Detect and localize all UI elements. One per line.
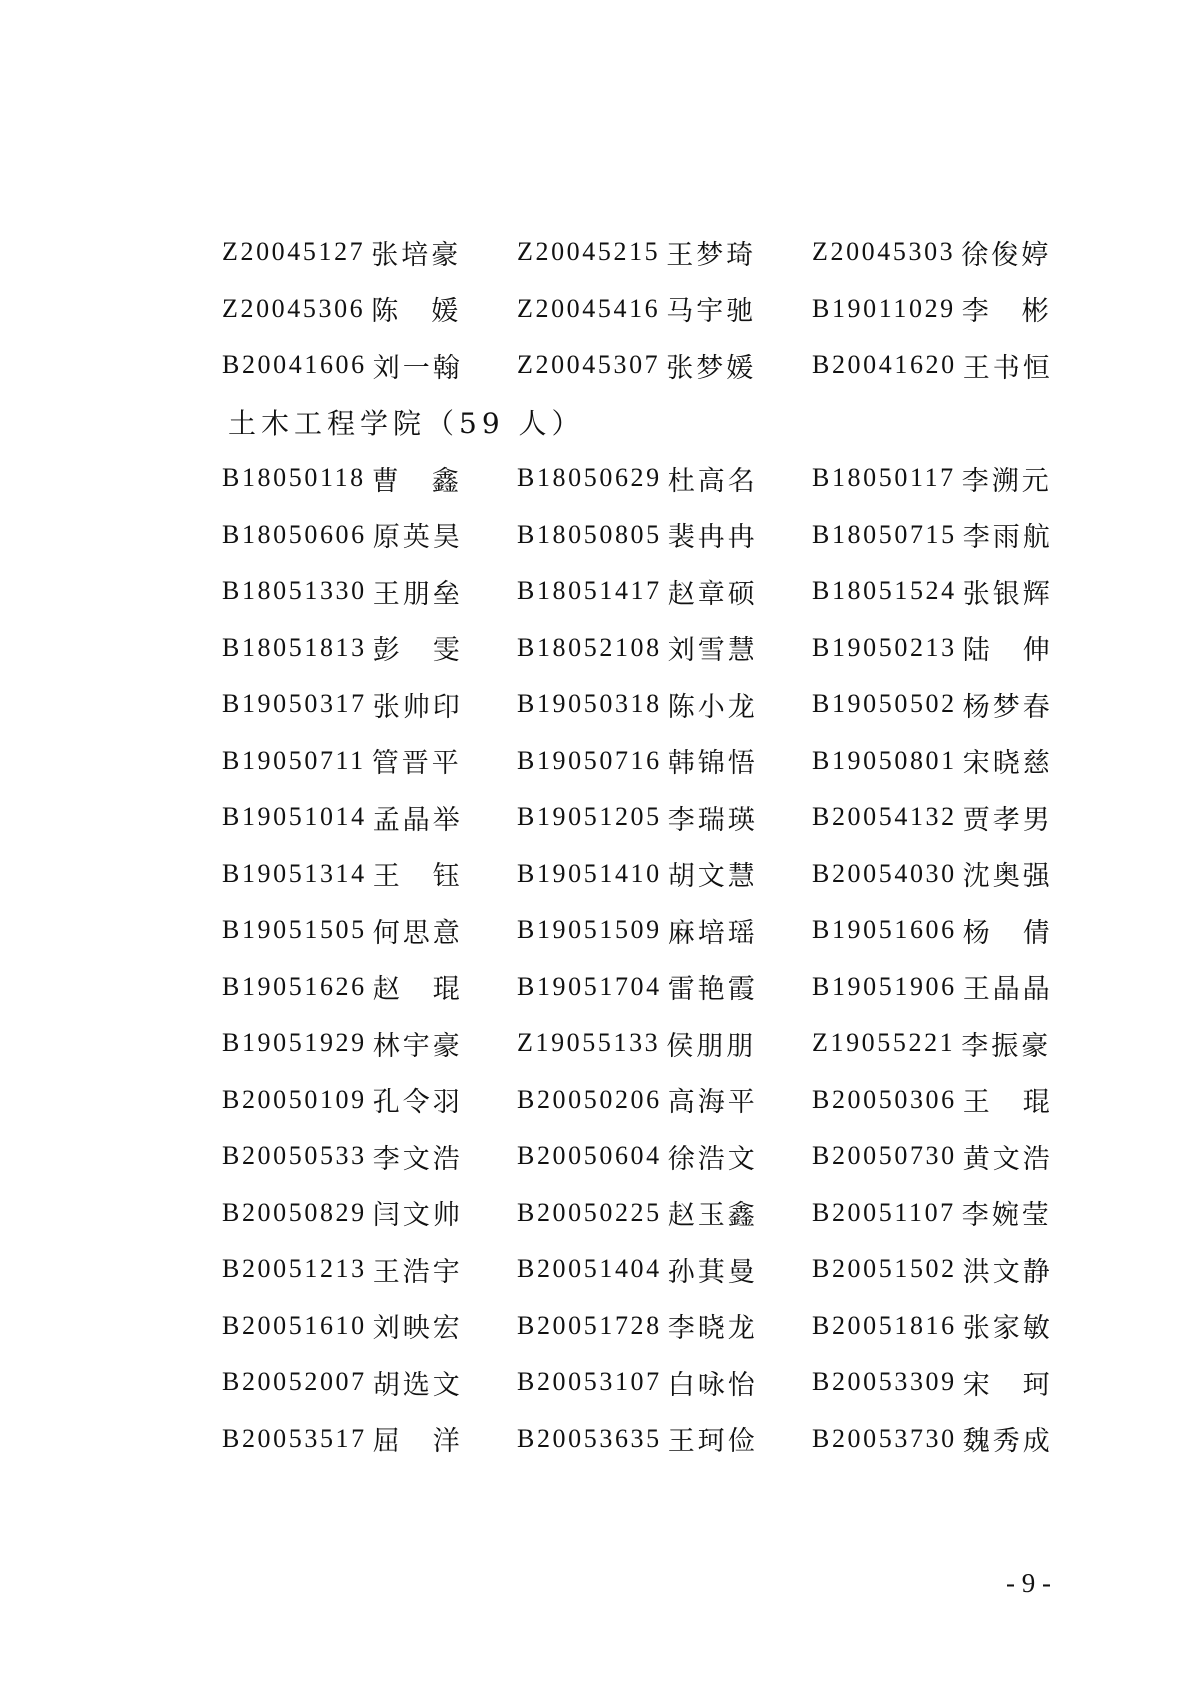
student-name: 原英昊 xyxy=(372,522,463,554)
student-entry xyxy=(222,628,517,667)
student-entry xyxy=(222,741,517,780)
student-id: B19050711 xyxy=(222,745,366,775)
student-entry xyxy=(812,233,1062,272)
student-name: 张梦媛 xyxy=(666,352,757,384)
student-id: Z20045127 xyxy=(222,237,366,267)
student-name: 彭 雯 xyxy=(372,635,463,667)
student-list xyxy=(222,224,1062,1467)
student-name: 王珂俭 xyxy=(667,1426,758,1458)
student-name: 胡文慧 xyxy=(667,861,758,893)
student-entry xyxy=(517,854,812,893)
student-id: B19051205 xyxy=(517,802,662,832)
table-row xyxy=(222,1411,1062,1468)
table-row xyxy=(222,1128,1062,1185)
student-id: Z20045416 xyxy=(517,293,661,323)
student-name: 王书恒 xyxy=(962,352,1053,384)
student-name: 孟晶举 xyxy=(372,804,463,836)
student-entry xyxy=(222,515,517,554)
student-entry xyxy=(222,1250,517,1289)
student-name: 何思意 xyxy=(372,917,463,949)
student-id: B19050502 xyxy=(812,689,957,719)
student-id: B20053730 xyxy=(812,1423,957,1453)
student-entry xyxy=(222,1193,517,1232)
student-entry xyxy=(222,346,517,385)
student-name: 孔令羽 xyxy=(372,1087,463,1119)
student-name: 胡选文 xyxy=(372,1369,463,1401)
student-name: 李 彬 xyxy=(961,296,1052,328)
student-entry xyxy=(517,628,812,667)
student-id: B20053309 xyxy=(812,1367,957,1397)
student-name: 徐俊婷 xyxy=(961,239,1052,271)
student-id: B20051610 xyxy=(222,1310,367,1340)
student-entry xyxy=(517,1306,812,1345)
list-group-civil-engineering xyxy=(222,450,1062,1467)
student-id: Z20045215 xyxy=(517,237,661,267)
student-id: B20041620 xyxy=(812,350,957,380)
student-id: B20053635 xyxy=(517,1423,662,1453)
student-entry xyxy=(517,1137,812,1176)
student-id: B19051906 xyxy=(812,971,957,1001)
student-entry xyxy=(517,798,812,837)
student-id: Z19055221 xyxy=(812,1028,956,1058)
table-row xyxy=(222,224,1062,281)
table-row xyxy=(222,507,1062,564)
table-row xyxy=(222,620,1062,677)
student-id: Z20045303 xyxy=(812,237,956,267)
student-name: 高海平 xyxy=(667,1087,758,1119)
student-id: B20050604 xyxy=(517,1141,662,1171)
student-entry xyxy=(222,1363,517,1402)
student-entry xyxy=(517,1363,812,1402)
student-id: B18050606 xyxy=(222,519,367,549)
table-row xyxy=(222,959,1062,1016)
student-id: B18050118 xyxy=(222,463,366,493)
student-name: 张家敏 xyxy=(962,1313,1053,1345)
table-row xyxy=(222,846,1062,903)
student-id: B18051813 xyxy=(222,632,367,662)
student-id: B19051014 xyxy=(222,802,367,832)
student-id: B19051929 xyxy=(222,1028,367,1058)
student-id: B19051606 xyxy=(812,915,957,945)
student-name: 李振豪 xyxy=(961,1030,1052,1062)
student-entry xyxy=(812,967,1062,1006)
student-name: 雷艳霞 xyxy=(667,974,758,1006)
table-row xyxy=(222,1015,1062,1072)
student-name: 裴冉冉 xyxy=(667,522,758,554)
student-entry xyxy=(517,685,812,724)
student-id: B20054132 xyxy=(812,802,957,832)
student-id: B20052007 xyxy=(222,1367,367,1397)
table-row xyxy=(222,902,1062,959)
student-name: 赵章硕 xyxy=(667,578,758,610)
student-entry xyxy=(812,346,1062,385)
student-name: 曹 鑫 xyxy=(371,465,462,497)
student-id: B20053517 xyxy=(222,1423,367,1453)
student-id: Z20045307 xyxy=(517,350,661,380)
student-name: 张帅印 xyxy=(372,691,463,723)
student-name: 李瑞瑛 xyxy=(667,804,758,836)
list-group-top xyxy=(222,224,1062,394)
student-name: 刘一翰 xyxy=(372,352,463,384)
student-entry xyxy=(222,1306,517,1345)
student-name: 王晶晶 xyxy=(962,974,1053,1006)
table-row xyxy=(222,337,1062,394)
student-name: 沈奥强 xyxy=(962,861,1053,893)
student-entry xyxy=(812,1080,1062,1119)
student-id: B19051704 xyxy=(517,971,662,1001)
student-id: B20053107 xyxy=(517,1367,662,1397)
student-id: B20051728 xyxy=(517,1310,662,1340)
student-entry xyxy=(222,572,517,611)
student-entry xyxy=(812,798,1062,837)
student-entry xyxy=(517,459,812,498)
student-name: 李雨航 xyxy=(962,522,1053,554)
student-name: 孙萁曼 xyxy=(667,1256,758,1288)
student-entry xyxy=(812,685,1062,724)
student-name: 杨 倩 xyxy=(962,917,1053,949)
student-entry xyxy=(222,1024,517,1063)
student-entry xyxy=(517,346,812,385)
table-row xyxy=(222,1298,1062,1355)
student-id: B19050801 xyxy=(812,745,957,775)
student-id: B19051314 xyxy=(222,858,367,888)
student-id: B18051524 xyxy=(812,576,957,606)
student-name: 贾孝男 xyxy=(962,804,1053,836)
student-entry xyxy=(812,1137,1062,1176)
student-name: 黄文浩 xyxy=(962,1143,1053,1175)
table-row xyxy=(222,450,1062,507)
student-id: B20051502 xyxy=(812,1254,957,1284)
student-name: 管晋平 xyxy=(371,748,462,780)
student-name: 王梦琦 xyxy=(666,239,757,271)
student-name: 陈小龙 xyxy=(667,691,758,723)
student-entry xyxy=(222,459,517,498)
student-entry xyxy=(517,911,812,950)
student-entry xyxy=(222,1419,517,1458)
student-id: B18050117 xyxy=(812,463,956,493)
student-entry xyxy=(812,1306,1062,1345)
student-id: B19051505 xyxy=(222,915,367,945)
student-id: B20050109 xyxy=(222,1084,367,1114)
student-name: 徐浩文 xyxy=(667,1143,758,1175)
student-entry xyxy=(222,854,517,893)
student-entry xyxy=(812,741,1062,780)
student-name: 魏秀成 xyxy=(962,1426,1053,1458)
student-name: 李婉莹 xyxy=(961,1200,1052,1232)
student-entry xyxy=(812,459,1062,498)
student-name: 韩锦悟 xyxy=(667,748,758,780)
student-entry xyxy=(812,1193,1062,1232)
student-name: 宋 珂 xyxy=(962,1369,1053,1401)
student-entry xyxy=(517,233,812,272)
student-entry xyxy=(517,1193,812,1232)
student-name: 陈 媛 xyxy=(371,296,462,328)
student-id: B19050716 xyxy=(517,745,662,775)
student-name: 马宇驰 xyxy=(666,296,757,328)
student-entry xyxy=(812,515,1062,554)
student-id: B19050213 xyxy=(812,632,957,662)
student-entry xyxy=(517,1419,812,1458)
student-entry xyxy=(517,572,812,611)
student-entry xyxy=(222,1137,517,1176)
student-entry xyxy=(517,967,812,1006)
student-name: 洪文静 xyxy=(962,1256,1053,1288)
student-entry xyxy=(517,1024,812,1063)
table-row xyxy=(222,1241,1062,1298)
student-name: 屈 洋 xyxy=(372,1426,463,1458)
table-row xyxy=(222,563,1062,620)
student-id: B19050318 xyxy=(517,689,662,719)
student-id: B20050306 xyxy=(812,1084,957,1114)
student-entry xyxy=(222,967,517,1006)
page-number: - 9 - xyxy=(1006,1568,1051,1598)
student-name: 闫文帅 xyxy=(372,1200,463,1232)
student-id: B20041606 xyxy=(222,350,367,380)
student-name: 李晓龙 xyxy=(667,1313,758,1345)
table-row xyxy=(222,281,1062,338)
student-id: B20050533 xyxy=(222,1141,367,1171)
student-name: 赵玉鑫 xyxy=(667,1200,758,1232)
student-name: 王朋垒 xyxy=(372,578,463,610)
student-name: 杨梦春 xyxy=(962,691,1053,723)
student-name: 杜高名 xyxy=(667,465,758,497)
student-id: B20054030 xyxy=(812,858,957,888)
student-id: B20051213 xyxy=(222,1254,367,1284)
student-entry xyxy=(222,798,517,837)
student-id: B20051816 xyxy=(812,1310,957,1340)
student-name: 麻培瑶 xyxy=(667,917,758,949)
student-name: 刘雪慧 xyxy=(667,635,758,667)
section-title: 土木工程学院（59 人） xyxy=(228,406,585,440)
student-name: 林宇豪 xyxy=(372,1030,463,1062)
student-name: 王 钰 xyxy=(372,861,463,893)
student-id: B18051330 xyxy=(222,576,367,606)
student-entry xyxy=(812,1419,1062,1458)
student-id: B20051107 xyxy=(812,1197,956,1227)
student-entry xyxy=(517,1080,812,1119)
student-name: 张银辉 xyxy=(962,578,1053,610)
student-entry xyxy=(812,1250,1062,1289)
student-entry xyxy=(812,1363,1062,1402)
student-entry xyxy=(222,1080,517,1119)
student-name: 李溯元 xyxy=(961,465,1052,497)
student-name: 王浩宇 xyxy=(372,1256,463,1288)
student-id: B20051404 xyxy=(517,1254,662,1284)
student-id: Z19055133 xyxy=(517,1028,661,1058)
student-name: 张培豪 xyxy=(371,239,462,271)
student-entry xyxy=(222,233,517,272)
student-entry xyxy=(812,628,1062,667)
student-entry xyxy=(222,911,517,950)
student-entry xyxy=(812,854,1062,893)
table-row xyxy=(222,733,1062,790)
student-id: B20050206 xyxy=(517,1084,662,1114)
student-id: B19051626 xyxy=(222,971,367,1001)
student-entry xyxy=(517,515,812,554)
student-id: B20050730 xyxy=(812,1141,957,1171)
student-id: B19050317 xyxy=(222,689,367,719)
student-entry xyxy=(812,572,1062,611)
student-entry xyxy=(517,289,812,328)
table-row xyxy=(222,676,1062,733)
student-name: 白咏怡 xyxy=(667,1369,758,1401)
table-row xyxy=(222,1354,1062,1411)
student-name: 宋晓慈 xyxy=(962,748,1053,780)
student-id: B19011029 xyxy=(812,293,956,323)
student-entry xyxy=(812,1024,1062,1063)
student-id: B19051509 xyxy=(517,915,662,945)
student-id: B18052108 xyxy=(517,632,662,662)
student-id: B18051417 xyxy=(517,576,662,606)
student-entry xyxy=(812,289,1062,328)
student-entry xyxy=(517,1250,812,1289)
student-id: B18050629 xyxy=(517,463,662,493)
table-row xyxy=(222,1185,1062,1242)
table-row xyxy=(222,789,1062,846)
student-id: B18050805 xyxy=(517,519,662,549)
table-row xyxy=(222,1072,1062,1129)
student-id: B19051410 xyxy=(517,858,662,888)
student-entry xyxy=(222,289,517,328)
student-entry xyxy=(517,741,812,780)
student-name: 李文浩 xyxy=(372,1143,463,1175)
student-name: 侯朋朋 xyxy=(666,1030,757,1062)
student-name: 刘映宏 xyxy=(372,1313,463,1345)
student-name: 陆 伸 xyxy=(962,635,1053,667)
student-id: Z20045306 xyxy=(222,293,366,323)
student-name: 王 琨 xyxy=(962,1087,1053,1119)
student-id: B20050225 xyxy=(517,1197,662,1227)
student-entry xyxy=(222,685,517,724)
student-id: B18050715 xyxy=(812,519,957,549)
student-name: 赵 琨 xyxy=(372,974,463,1006)
student-entry xyxy=(812,911,1062,950)
student-id: B20050829 xyxy=(222,1197,367,1227)
